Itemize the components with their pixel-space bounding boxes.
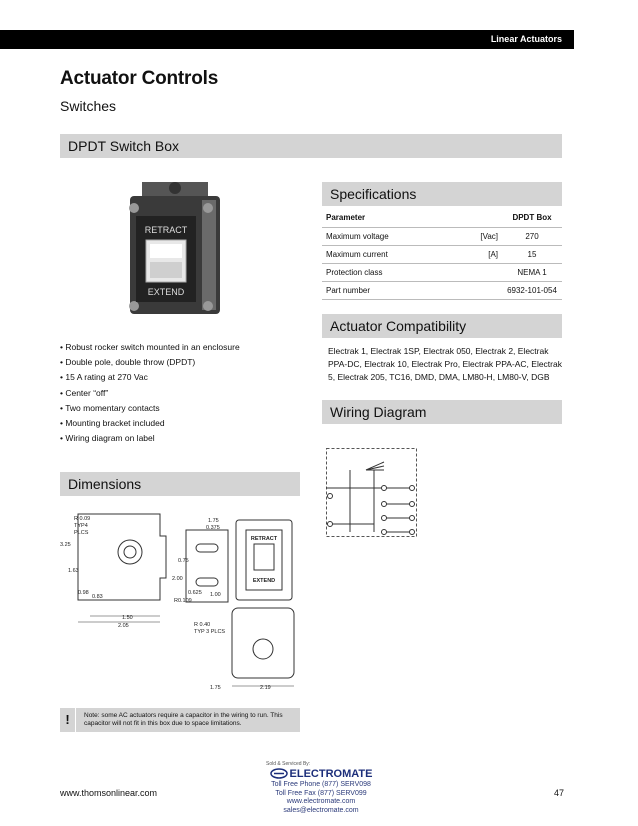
list-item: • Wiring diagram on label	[60, 431, 240, 446]
header-bar	[0, 30, 574, 49]
capacitor-note	[60, 708, 300, 732]
front-view-rocker	[254, 544, 274, 570]
dim-label: 0.375	[206, 525, 220, 531]
wiring-lever	[366, 466, 384, 470]
dim-label: 0.75	[178, 558, 189, 564]
spec-header-parameter: Parameter	[322, 209, 462, 227]
list-item: • Two momentary contacts	[60, 401, 240, 416]
terminal-icon	[382, 530, 387, 535]
dim-label: 0.83	[92, 594, 103, 600]
specifications-heading	[322, 182, 562, 206]
dim-label: R 0.40	[194, 622, 211, 628]
dim-label: R0.109	[174, 598, 192, 604]
spec-unit	[462, 263, 502, 281]
bracket-hole-inner	[124, 546, 136, 558]
spec-value: 15	[502, 245, 562, 263]
compatibility-text: Electrak 1, Electrak 1SP, Electrak 050, Electrak 2, Electrak PPA-DC, Electrak 10, Electrak Pro, Electrak PPA-AC, Electrak 5, Electrak 205, TC16, DMD, DMA, LM80-H, LM80-V, DGB	[328, 346, 562, 382]
dim-label: 1.00	[210, 592, 221, 598]
wiring-title: Wiring Diagram	[330, 404, 427, 420]
dim-label: 2.00	[172, 576, 183, 582]
spec-header-dpdt: DPDT Box	[502, 209, 562, 227]
list-item: • Robust rocker switch mounted in an enclosure	[60, 340, 240, 355]
specifications-title: Specifications	[330, 186, 417, 202]
terminal-icon	[410, 530, 415, 535]
footer-website[interactable]: www.thomsonlinear.com	[60, 788, 158, 798]
screw-icon	[203, 203, 213, 213]
spec-value: 270	[502, 227, 562, 245]
dim-label: 0.98	[78, 590, 89, 596]
table-row	[322, 263, 562, 281]
bracket-outline	[78, 514, 166, 600]
list-item: • Double pole, double throw (DPDT)	[60, 355, 240, 370]
photo-rocker-top	[150, 244, 182, 258]
list-item: • Mounting bracket included	[60, 416, 240, 431]
distributor-block	[256, 760, 386, 815]
spec-unit	[462, 281, 502, 299]
photo-retract-label: RETRACT	[144, 225, 188, 235]
spec-table	[322, 209, 562, 300]
spec-table-header	[322, 209, 562, 227]
footer-fax: Toll Free Fax (877) SERV099	[275, 789, 367, 797]
wiring-lever	[366, 462, 384, 470]
terminal-icon	[382, 502, 387, 507]
page-number: 47	[554, 788, 565, 798]
dim-label: 2.05	[118, 623, 129, 629]
compatibility-title: Actuator Compatibility	[330, 318, 467, 334]
sold-by-label: Sold & Serviced By:	[266, 761, 311, 767]
terminal-icon	[410, 486, 415, 491]
photo-rocker-bottom	[150, 262, 182, 278]
list-item: • 15 A rating at 270 Vac	[60, 370, 240, 385]
screw-icon	[203, 301, 213, 311]
spec-param: Maximum current	[322, 245, 462, 263]
bottom-view-knockout	[253, 639, 273, 659]
spec-param: Protection class	[322, 263, 462, 281]
photo-extend-label: EXTEND	[147, 287, 185, 297]
terminal-icon	[328, 494, 333, 499]
mount-slot	[196, 578, 218, 586]
dim-switch-label: EXTEND	[252, 578, 276, 584]
photo-knockout	[169, 182, 181, 194]
product-section-title: DPDT Switch Box	[68, 138, 179, 154]
terminal-icon	[410, 502, 415, 507]
screw-icon	[129, 301, 139, 311]
dim-label: 1.50	[122, 615, 133, 621]
electromate-logo-icon	[270, 768, 288, 779]
dim-label: 3.25	[60, 542, 71, 548]
dim-label: 2.19	[260, 685, 271, 691]
product-photo	[120, 178, 230, 318]
spec-unit: [Vac]	[462, 227, 502, 245]
dim-label: 1.63	[68, 568, 79, 574]
spec-param: Part number	[322, 281, 462, 299]
dim-label: 0.625	[188, 590, 202, 596]
table-row	[322, 281, 562, 299]
spec-header-unit	[462, 209, 502, 227]
front-view-outline	[236, 520, 292, 600]
warning-icon: !	[60, 708, 76, 732]
mount-slot	[196, 544, 218, 552]
screw-icon	[129, 203, 139, 213]
feature-list	[60, 340, 240, 446]
dim-label: TYP4	[74, 523, 88, 529]
dim-switch-label: RETRACT	[250, 536, 278, 542]
footer-web-link[interactable]: www.electromate.com	[286, 798, 356, 806]
page-subtitle: Switches	[60, 98, 117, 114]
footer-email-link[interactable]: sales@electromate.com	[283, 806, 359, 814]
spec-value: NEMA 1	[502, 263, 562, 281]
terminal-icon	[328, 522, 333, 527]
dimensions-title: Dimensions	[68, 476, 142, 492]
compatibility-heading	[322, 314, 562, 338]
dim-label: R 0.09	[74, 516, 91, 522]
header-section-label: Linear Actuators	[490, 34, 562, 44]
distributor-brand: ELECTROMATE	[289, 767, 373, 780]
dim-label: 1.75	[210, 685, 221, 691]
wiring-heading	[322, 400, 562, 424]
footer-phone: Toll Free Phone (877) SERV098	[271, 781, 371, 789]
product-section-heading	[60, 134, 562, 158]
dimensions-drawing	[60, 508, 320, 698]
distributor-brand-row	[256, 768, 386, 779]
note-text: Note: some AC actuators require a capacitor in the wiring to run. This capacitor will not fit in this box due to space limitations.	[84, 712, 283, 727]
photo-side	[202, 200, 216, 310]
spec-param: Maximum voltage	[322, 227, 462, 245]
dimensions-heading	[60, 472, 300, 496]
dim-label: TYP 3 PLCS	[194, 629, 226, 635]
terminal-icon	[382, 516, 387, 521]
table-row	[322, 245, 562, 263]
list-item: • Center “off”	[60, 386, 240, 401]
dim-label: PLCS	[74, 530, 89, 536]
terminal-icon	[410, 516, 415, 521]
terminal-icon	[382, 486, 387, 491]
spec-value: 6932-101-054	[502, 281, 562, 299]
spec-unit: [A]	[462, 245, 502, 263]
dim-label: 1.75	[208, 518, 219, 524]
bracket-hole	[118, 540, 142, 564]
table-row	[322, 227, 562, 245]
page-title: Actuator Controls	[60, 68, 219, 89]
bottom-view-outline	[232, 608, 294, 678]
wiring-enclosure-outline	[327, 449, 417, 537]
wiring-diagram	[326, 448, 421, 543]
